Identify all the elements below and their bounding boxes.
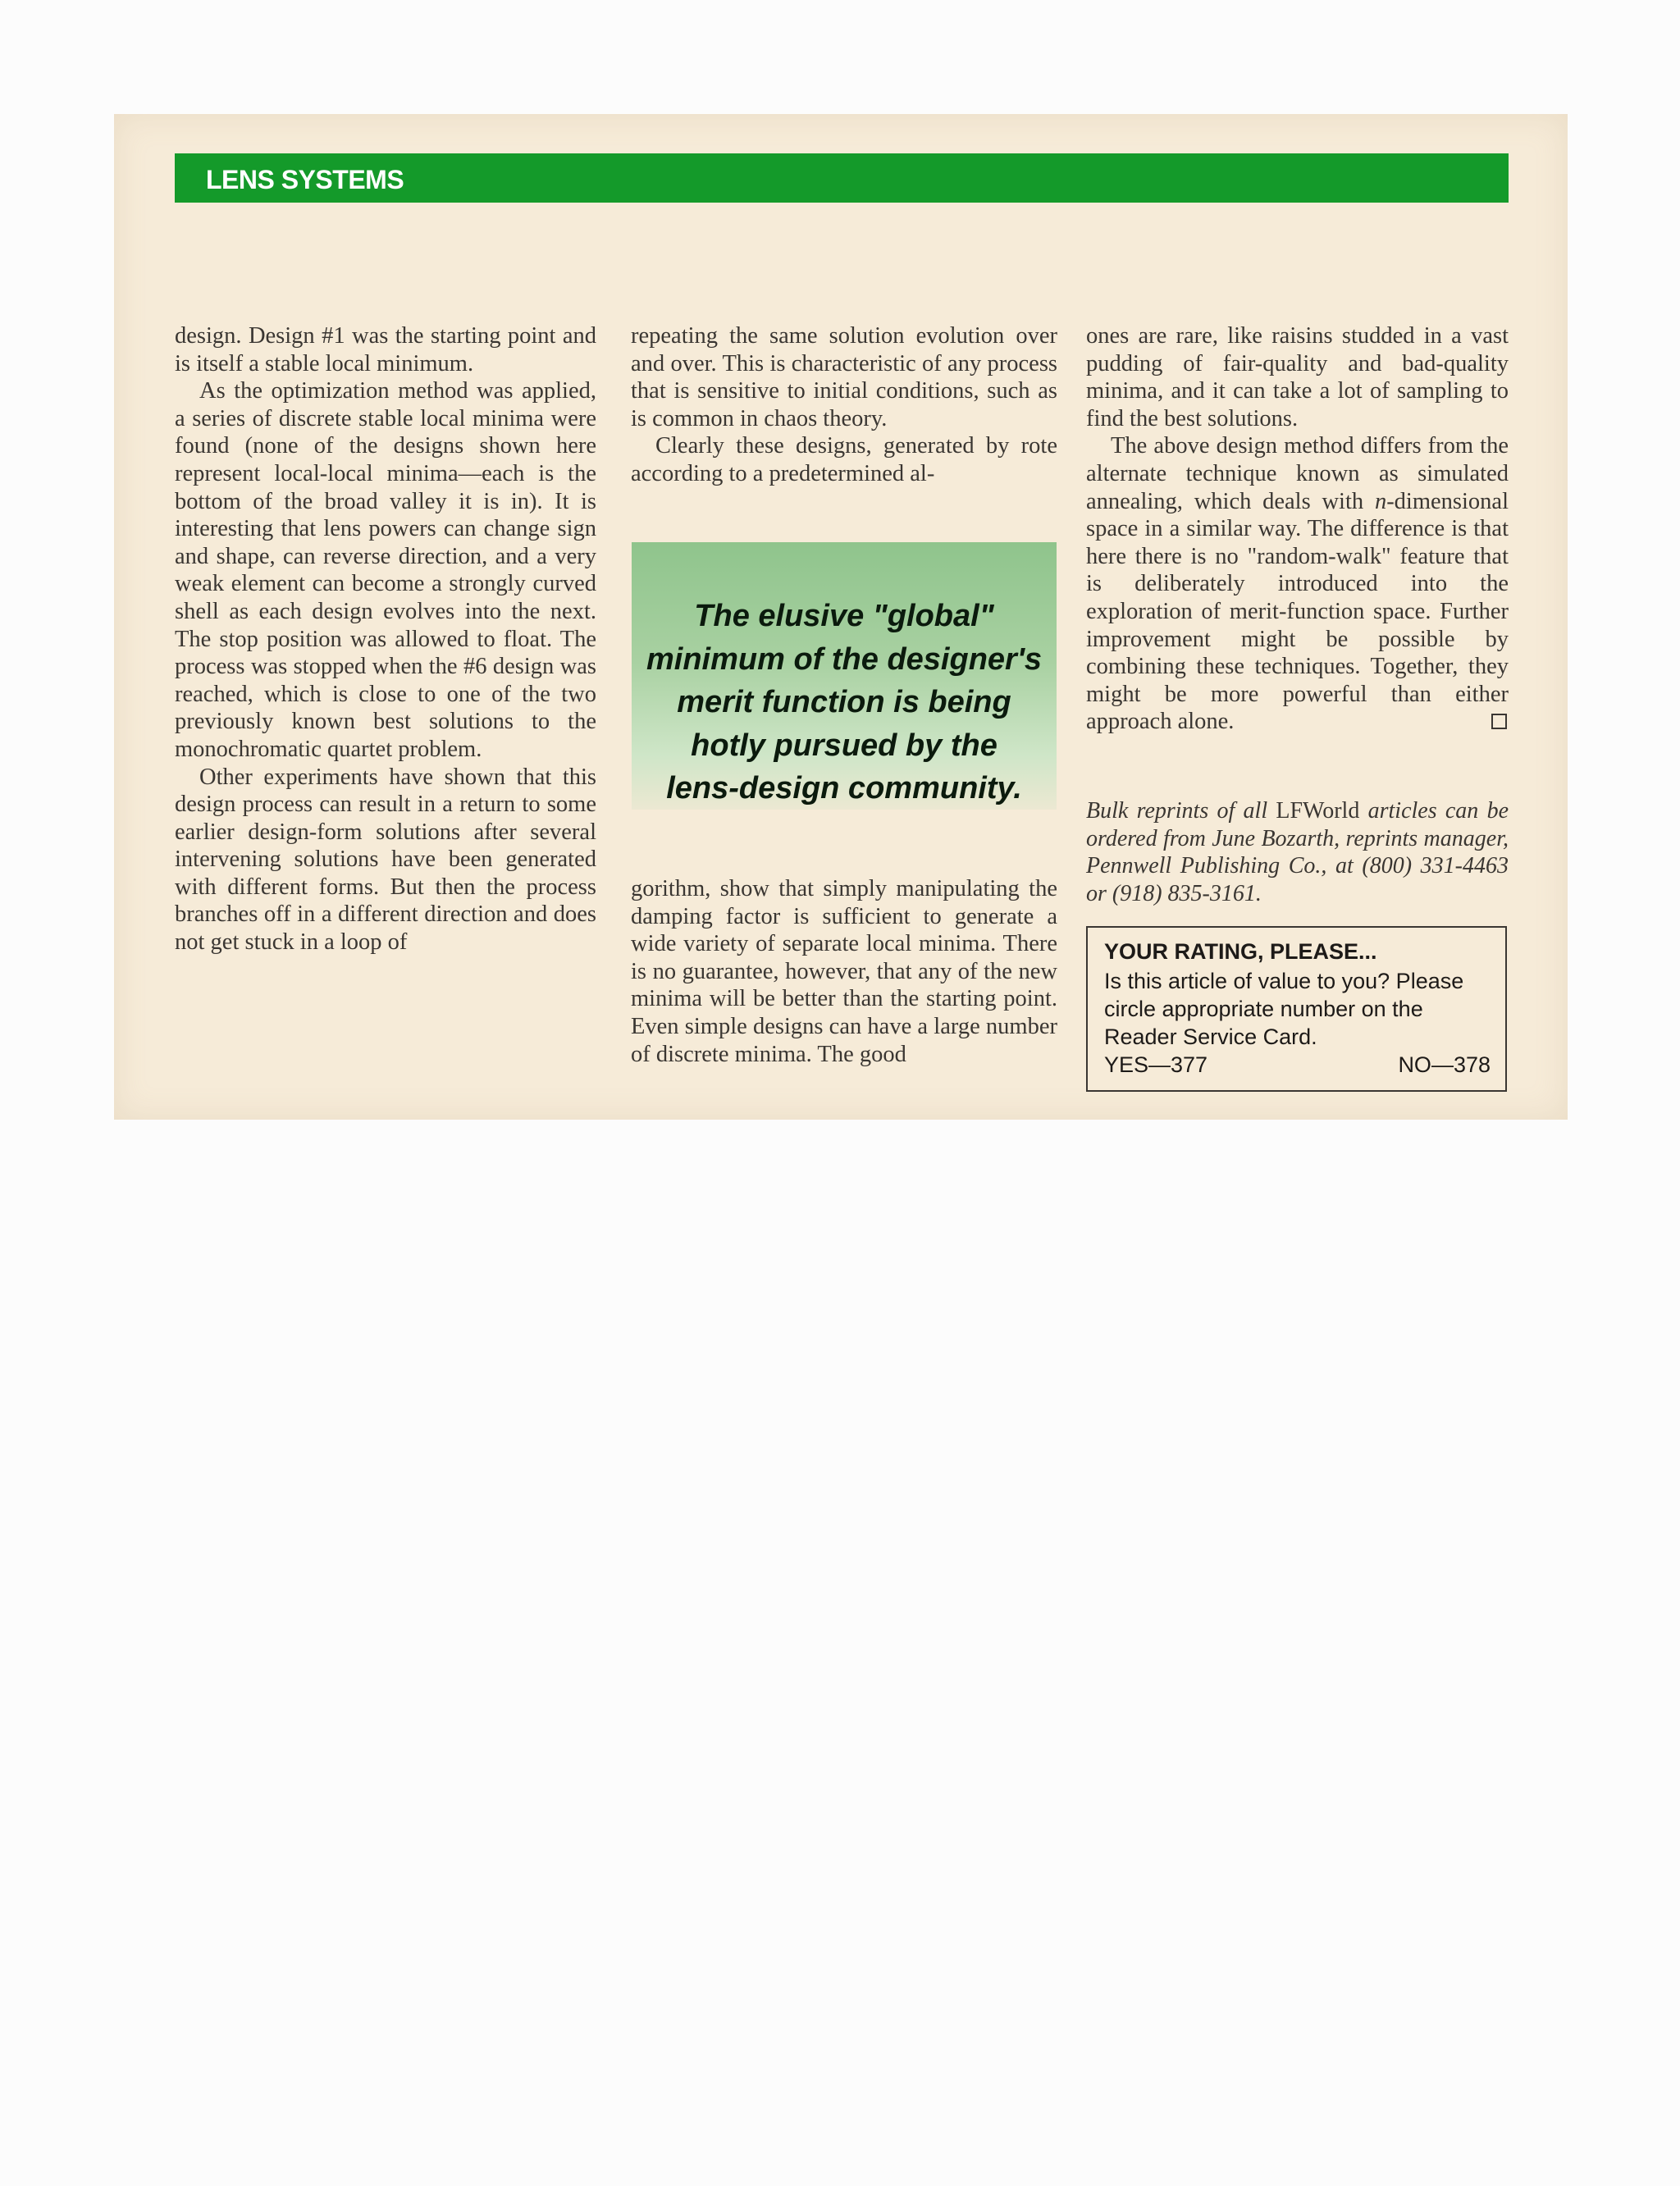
credit-text: articles can be ordered from June Bozarth, reprints manager, Pennwell Publishing Co., at (800) 331-4463 or (918) 835-3161. [1086, 798, 1509, 906]
article-column-2-bottom [631, 875, 1057, 1068]
pull-quote-line: lens-design community. [666, 771, 1022, 805]
section-title: LENS SYSTEMS [206, 165, 404, 194]
paragraph: As the optimization method was applied, a series of discrete stable local minima were found (none of the designs shown here represent local-local minima—each is the bottom of the broad valley it is in). It is interesting that lens powers can change sign and shape, can reverse direction, and a very weak element can become a strongly curved shell as each design evolves into the next. The stop position was allowed to float. The process was stopped when the #6 design was reached, which is close to one of the two previously known best solutions to the monochromatic quartet problem. [175, 378, 596, 762]
magazine-page [114, 114, 1568, 1120]
reprints-credit [1086, 797, 1509, 907]
paragraph: repeating the same solution evolution over and over. This is characteristic of any process that is sensitive to initial conditions, such as is common in chaos theory. [631, 323, 1057, 431]
paragraph-text: -dimensional space in a similar way. The difference is that here there is no "random-walk" feature that is deliberately introduced into the exploration of merit-function space. Further improvement might be possible by combining these techniques. Together, they might be more powerful than either approach alone. [1086, 488, 1509, 735]
end-of-article-mark [1491, 714, 1507, 729]
article-column-1 [175, 322, 596, 956]
paragraph [1086, 432, 1509, 736]
rating-no-number: NO—378 [1398, 1052, 1491, 1077]
pull-quote-line: The elusive "global" [694, 599, 994, 633]
article-column-3 [1086, 322, 1509, 736]
paragraph: Other experiments have shown that this design process can result in a return to some earlier design-form solutions after several intervening solutions have been generated with different forms. But then the process branches off in a different direction and does not get stuck in a loop of [175, 764, 596, 956]
paragraph: Clearly these designs, generated by rote according to a predetermined al- [631, 433, 1057, 486]
pull-quote-line: hotly pursued by the [691, 728, 998, 763]
pull-quote-line: minimum of the designer's [646, 641, 1042, 677]
pull-quote-text [632, 595, 1057, 810]
rating-box [1086, 926, 1507, 1092]
pull-quote-box [632, 542, 1057, 810]
section-header-bar [175, 153, 1509, 203]
rating-title: YOUR RATING, PLEASE... [1104, 939, 1377, 964]
publication-name: LFWorld [1276, 798, 1360, 824]
pull-quote-line: merit function is being [677, 685, 1011, 719]
credit-text: Bulk reprints of all [1086, 798, 1276, 824]
paragraph: gorithm, show that simply manipulating the damping factor is sufficient to generate a wide variety of separate local minima. There is no guarantee, however, that any of the new minima will be better than the starting point. Even simple designs can have a large number of discrete minima. The good [631, 876, 1057, 1067]
article-column-2-top [631, 322, 1057, 488]
rating-yes-number: YES—377 [1104, 1052, 1208, 1077]
paragraph-text: The above design method differs from the alternate technique known as simulated annealing, which deals with [1086, 433, 1509, 514]
paragraph: design. Design #1 was the starting point and is itself a stable local minimum. [175, 323, 596, 377]
paragraph: ones are rare, like raisins studded in a vast pudding of fair-quality and bad-quality minima, and it can take a lot of sampling to find the best solutions. [1086, 323, 1509, 431]
italic-variable: n [1374, 488, 1387, 514]
rating-instructions: Is this article of value to you? Please circle appropriate number on the Reader Service Card. [1104, 969, 1464, 1049]
